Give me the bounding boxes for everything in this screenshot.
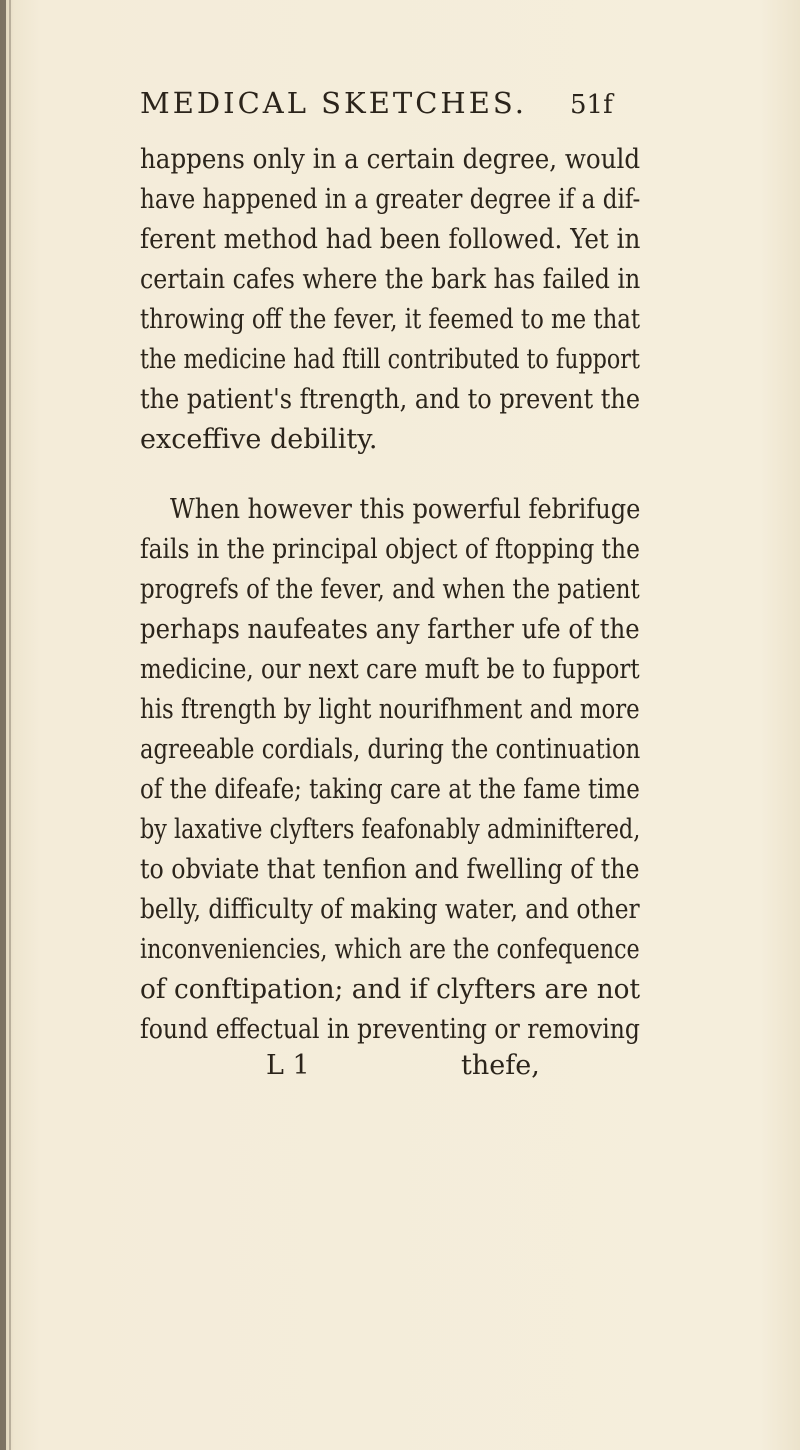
text-line: have happened in a greater degree if a dif- xyxy=(140,184,641,215)
text-line: agreeable cordials, during the continuation xyxy=(140,734,641,765)
text-line: ferent method had been followed. Yet in xyxy=(140,224,641,255)
text-line: of conftipation; and if clyfters are not xyxy=(140,974,641,1005)
book-gutter-shadow xyxy=(0,0,6,1450)
text-line: throwing off the fever, it feemed to me that xyxy=(140,304,641,335)
page-footer xyxy=(140,1046,640,1086)
text-line: fails in the principal object of ftopping the xyxy=(140,534,640,565)
text-line: his ftrength by light nourifhment and more xyxy=(140,694,640,725)
text-line: by laxative clyfters feafonably adminiftered, xyxy=(140,814,641,845)
text-line: to obviate that tenfion and fwelling of the xyxy=(140,854,640,885)
text-line: found effectual in preventing or removing xyxy=(140,1014,640,1045)
page-number: 51f xyxy=(570,90,613,120)
text-line: progrefs of the fever, and when the patient xyxy=(140,574,640,605)
page-header xyxy=(140,86,700,130)
text-line: exceffive debility. xyxy=(140,424,378,455)
text-line: the patient's ftrength, and to prevent the xyxy=(140,384,641,415)
text-line: belly, difficulty of making water, and other xyxy=(140,894,640,925)
running-head: MEDICAL SKETCHES. xyxy=(140,86,527,120)
signature-mark: L 1 xyxy=(266,1050,310,1081)
catchword: thefe, xyxy=(461,1050,540,1081)
book-gutter-edge xyxy=(9,0,11,1450)
text-line: happens only in a certain degree, would xyxy=(140,144,641,175)
text-line: perhaps naufeates any farther ufe of the xyxy=(140,614,640,645)
text-line: medicine, our next care muft be to fupport xyxy=(140,654,640,685)
text-line: of the difeafe; taking care at the fame time xyxy=(140,774,640,805)
text-line: certain cafes where the bark has failed in xyxy=(140,264,641,295)
text-line: inconveniencies, which are the confequence xyxy=(140,934,640,965)
text-line: the medicine had ftill contributed to fupport xyxy=(140,344,640,375)
text-line: When however this powerful febrifuge xyxy=(170,494,641,525)
